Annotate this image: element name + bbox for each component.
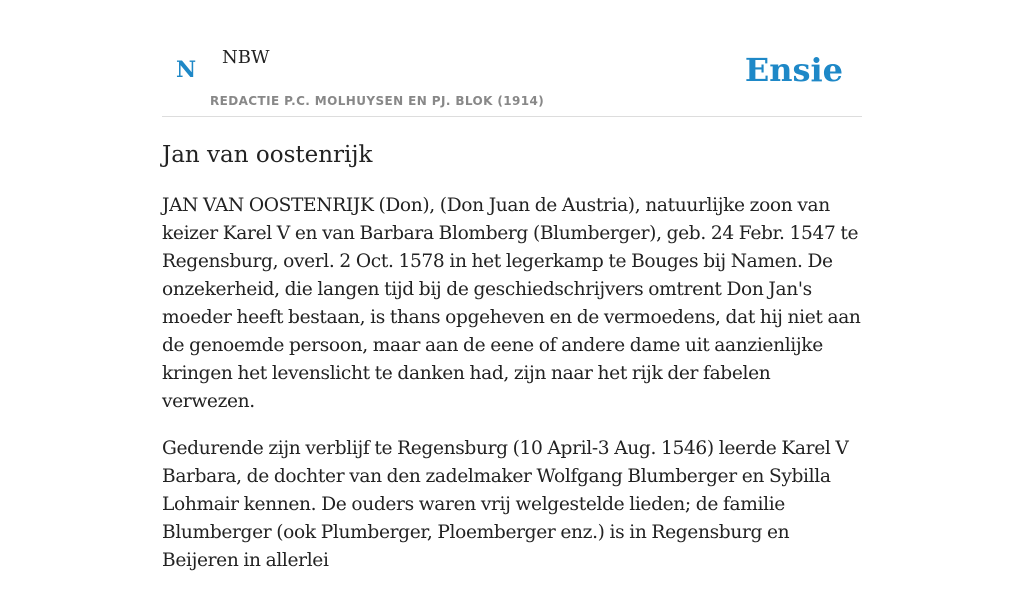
article-paragraph: JAN VAN OOSTENRIJK (Don), (Don Juan de Austria), natuurlijke zoon van keizer Karel V en van Barbara Blomberg (Blumberger), geb. 24 Febr. 1547 te Regensburg, overl. 2 Oct. 1578 in het legerkamp te Bouges bij Namen. De onzekerheid, die langen tijd bij de geschiedschrijvers omtrent Don Jan's moeder heeft bestaan, is thans opgeheven en de vermoedens, dat hij niet aan de genoemde persoon, maar aan de eene of andere dame uit aanzienlijke kringen het levenslicht te danken had, zijn naar het rijk der fabelen verwezen. — [162, 195, 861, 412]
article-body — [162, 192, 862, 594]
article-title: Jan van oostenrijk — [162, 142, 373, 168]
site-header — [162, 0, 862, 117]
work-subtitle: REDACTIE P.C. MOLHUYSEN EN PJ. BLOK (1914) — [210, 94, 545, 108]
ensie-logo[interactable]: Ensie — [744, 51, 843, 89]
nbw-logo[interactable]: N — [176, 57, 197, 83]
work-title[interactable]: NBW — [222, 47, 270, 68]
article-paragraph: Gedurende zijn verblijf te Regensburg (10 April-3 Aug. 1546) leerde Karel V Barbara, de dochter van den zadelmaker Wolfgang Blumberger en Sybilla Lohmair kennen. De ouders waren vrij welgestelde lieden; de familie Blumberger (ook Plumberger, Ploemberger enz.) is in Regensburg en Beijeren in allerlei — [162, 438, 849, 571]
